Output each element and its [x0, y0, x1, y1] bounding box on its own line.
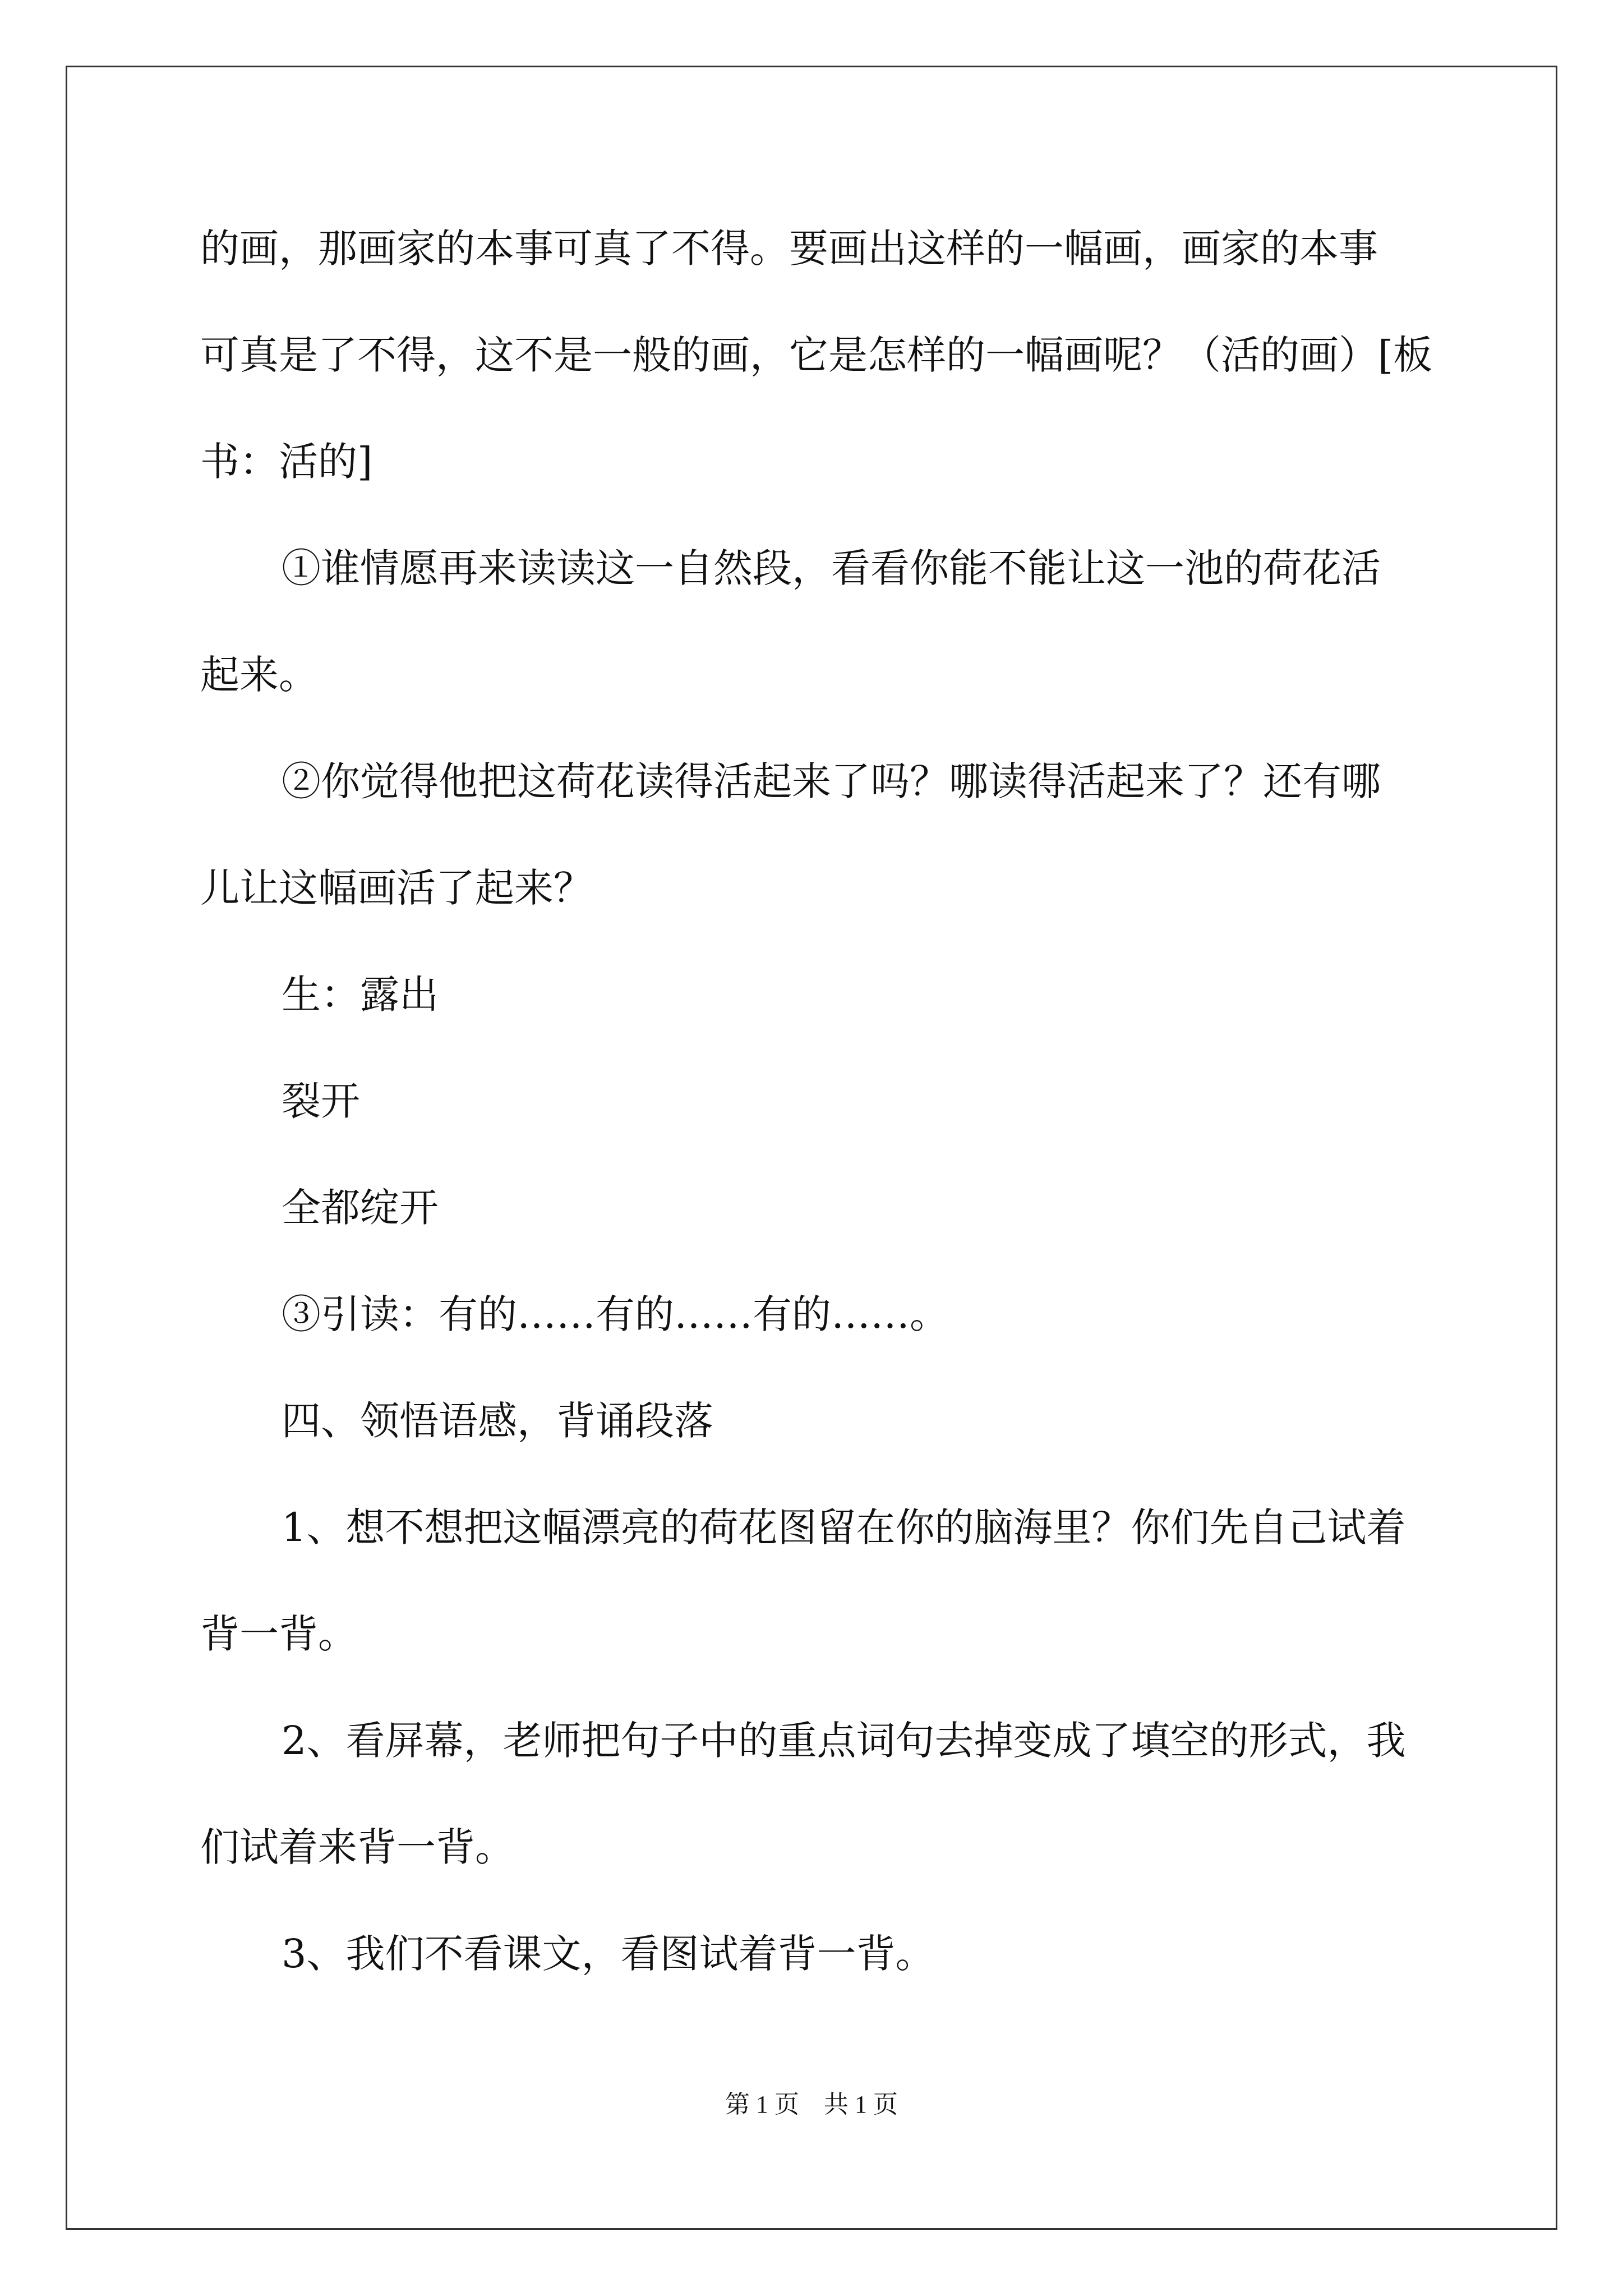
text-line: 儿让这幅画活了起来？ — [200, 865, 593, 911]
text-line: 全都绽开 — [282, 1185, 439, 1231]
text-line: ①谁情愿再来读读这一自然段，看看你能不能让这一池的荷花活 — [282, 545, 1381, 591]
text-line: 生：露出 — [282, 972, 439, 1018]
text-line: 起来。 — [200, 652, 318, 698]
text-line: 的画，那画家的本事可真了不得。要画出这样的一幅画，画家的本事 — [200, 226, 1378, 272]
text-line: 们试着来背一背。 — [200, 1824, 514, 1870]
text-line: 裂开 — [282, 1078, 360, 1124]
text-line: ②你觉得他把这荷花读得活起来了吗？哪读得活起来了？还有哪 — [282, 758, 1381, 804]
text-line: 1、想不想把这幅漂亮的荷花图留在你的脑海里？你们先自己试着 — [282, 1504, 1406, 1550]
section-heading: 四、领悟语感，背诵段落 — [282, 1398, 713, 1444]
text-line: 书：活的] — [200, 439, 373, 485]
text-line: 背一背。 — [200, 1611, 357, 1657]
text-line: 3、我们不看课文，看图试着背一背。 — [282, 1931, 935, 1977]
text-line: 可真是了不得，这不是一般的画，它是怎样的一幅画呢？（活的画）[板 — [200, 332, 1433, 378]
text-line: 2、看屏幕，老师把句子中的重点词句去掉变成了填空的形式，我 — [282, 1718, 1406, 1764]
text-line: ③引读：有的……有的……有的……。 — [282, 1291, 949, 1337]
page-border — [66, 66, 1557, 2230]
page-number-footer: 第 1 页 共 1 页 — [725, 2091, 898, 2118]
